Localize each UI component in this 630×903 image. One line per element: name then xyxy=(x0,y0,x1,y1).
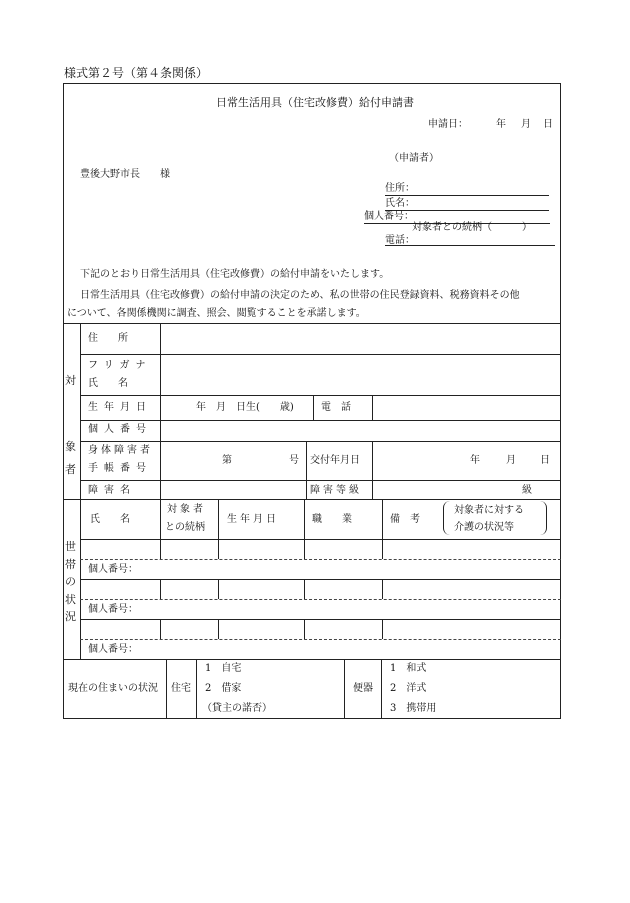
household-side-char: 世 xyxy=(65,540,76,553)
statement-request: 下記のとおり日常生活用具（住宅改修費）の給付申請をいたします。 xyxy=(80,269,390,280)
applicant-header: （申請者） xyxy=(389,153,439,164)
household-row-1-field[interactable] xyxy=(81,540,160,559)
line-hh-col-job xyxy=(304,499,305,539)
household-my-number-label: 個人番号： xyxy=(88,604,138,615)
subject-my-number-label: 個人番号 xyxy=(88,424,152,435)
household-col-job: 職 業 xyxy=(312,514,352,525)
application-date-year: 年 xyxy=(496,119,506,130)
line-hh-r3-c3 xyxy=(304,619,305,639)
subject-disability-field[interactable] xyxy=(161,481,305,499)
subject-side-char: 象 xyxy=(65,440,76,453)
line-res-toilet-left xyxy=(344,659,345,719)
subject-certificate-go: 号 xyxy=(289,455,299,466)
line-hh-r1-c3 xyxy=(304,539,305,559)
application-date-month: 月 xyxy=(521,119,531,130)
line-hh-r2-c1 xyxy=(160,579,161,599)
applicant-address-label: 住所： xyxy=(385,183,415,194)
subject-grade-value: 級 xyxy=(522,485,532,496)
subject-address-field[interactable] xyxy=(161,324,560,354)
residence-house-opt2[interactable]: 2 借家 xyxy=(205,683,242,694)
line-hh-col-birth xyxy=(218,499,219,539)
line-hh-r3-c2 xyxy=(218,619,219,639)
applicant-address-line[interactable] xyxy=(385,195,549,196)
household-row-2-field[interactable] xyxy=(81,580,160,599)
line-hh-r2-c2 xyxy=(218,579,219,599)
applicant-phone-label: 電話： xyxy=(385,235,415,246)
household-side-char: 況 xyxy=(65,610,76,623)
line-res-house-right xyxy=(196,659,197,719)
line-res-toilet-right xyxy=(381,659,382,719)
subject-name-field[interactable] xyxy=(161,355,560,395)
statement-consent-line2: について、各関係機関に調査、照会、閲覧することを承諾します。 xyxy=(67,308,366,319)
line-hh-r2-c4 xyxy=(382,579,383,599)
residence-house-opt1[interactable]: 1 自宅 xyxy=(205,663,242,674)
line-subject-side xyxy=(80,323,81,499)
line-issue-left xyxy=(306,441,307,499)
residence-toilet-label: 便器 xyxy=(353,683,373,694)
line-hh-r2-c3 xyxy=(304,579,305,599)
line-hh-r1-dash xyxy=(80,559,561,560)
residence-toilet-opt3[interactable]: 3 携帯用 xyxy=(390,703,437,714)
line-issue-right xyxy=(372,441,373,499)
household-col-rel-2: との続柄 xyxy=(165,522,205,533)
household-col-birth: 生年月日 xyxy=(227,514,279,525)
addressee: 豊後大野市長 様 xyxy=(80,169,170,180)
subject-issue-month: 月 xyxy=(506,455,516,466)
form-title: 日常生活用具（住宅改修費）給付申請書 xyxy=(216,96,414,109)
household-row-3-field[interactable] xyxy=(81,620,160,639)
household-side-char: 帯 xyxy=(65,558,76,571)
line-hh-r1-c2 xyxy=(218,539,219,559)
line-household-bottom xyxy=(63,659,561,660)
residence-label: 現在の住まいの状況 xyxy=(68,683,158,694)
residence-toilet-opt1[interactable]: 1 和式 xyxy=(390,663,427,674)
residence-house-label: 住宅 xyxy=(171,683,191,694)
line-hh-r2-dash xyxy=(80,599,561,600)
subject-furigana-label: フリガナ xyxy=(88,360,152,371)
subject-disability-label: 障害名 xyxy=(88,485,136,496)
applicant-relationship: 対象者との続柄（ ） xyxy=(412,222,532,233)
line-hh-col-note xyxy=(382,499,383,539)
subject-certificate-no: 第 xyxy=(222,455,232,466)
subject-issue-date-label: 交付年月日 xyxy=(310,455,360,466)
line-subject-r5 xyxy=(80,480,561,481)
form-number: 様式第２号（第４条関係） xyxy=(64,66,209,80)
application-date-label: 申請日： xyxy=(428,119,468,130)
statement-consent-line1: 日常生活用具（住宅改修費）の給付申請の決定のため、私の世帯の住民登録資料、税務資料その他 xyxy=(80,290,520,301)
household-my-number-label: 個人番号： xyxy=(88,644,138,655)
subject-birth-value[interactable]: 年 月 日生( 歳) xyxy=(196,402,294,413)
household-col-name: 氏 名 xyxy=(90,514,130,525)
line-hh-col-rel xyxy=(160,499,161,539)
line-hh-r3-c1 xyxy=(160,619,161,639)
subject-certificate-label-2: 手帳番号 xyxy=(88,463,152,474)
household-side-char: 状 xyxy=(65,593,76,606)
subject-issue-year: 年 xyxy=(470,455,480,466)
household-col-note: 備 考 xyxy=(390,514,420,525)
line-res-label-right xyxy=(166,659,167,719)
line-subject-bottom xyxy=(63,499,561,500)
household-col-care-2: 介護の状況等 xyxy=(454,522,514,533)
household-col-care-1: 対象者に対する xyxy=(454,505,524,516)
applicant-name-label: 氏名： xyxy=(385,198,415,209)
subject-birth-label: 生年月日 xyxy=(88,402,152,413)
household-side-char: の xyxy=(65,575,76,588)
applicant-my-number-label: 個人番号： xyxy=(364,211,414,222)
application-date-day: 日 xyxy=(543,119,553,130)
line-hh-r3-dash xyxy=(80,639,561,640)
subject-issue-day: 日 xyxy=(540,455,550,466)
subject-phone-label: 電 話 xyxy=(321,402,351,413)
subject-phone-field[interactable] xyxy=(373,396,560,420)
household-my-number-label: 個人番号： xyxy=(88,564,138,575)
line-hh-r1-c4 xyxy=(382,539,383,559)
subject-certificate-label-1: 身体障害者 xyxy=(88,445,153,456)
subject-name-label: 氏 名 xyxy=(88,378,128,389)
subject-grade-label: 障害等級 xyxy=(310,485,362,496)
line-phone-left xyxy=(313,395,314,420)
residence-toilet-opt2[interactable]: 2 洋式 xyxy=(390,683,427,694)
line-hh-r1-c1 xyxy=(160,539,161,559)
household-col-rel-1: 対象者 xyxy=(167,504,206,515)
residence-house-opt3: （貸主の諾否） xyxy=(202,703,272,714)
subject-address-label: 住 所 xyxy=(88,333,128,344)
subject-side-char: 対 xyxy=(65,374,76,387)
applicant-phone-line[interactable] xyxy=(385,245,555,246)
line-subject-r4 xyxy=(80,441,561,442)
subject-side-char: 者 xyxy=(65,463,76,476)
line-hh-r3-c4 xyxy=(382,619,383,639)
subject-my-number-field[interactable] xyxy=(161,421,560,441)
